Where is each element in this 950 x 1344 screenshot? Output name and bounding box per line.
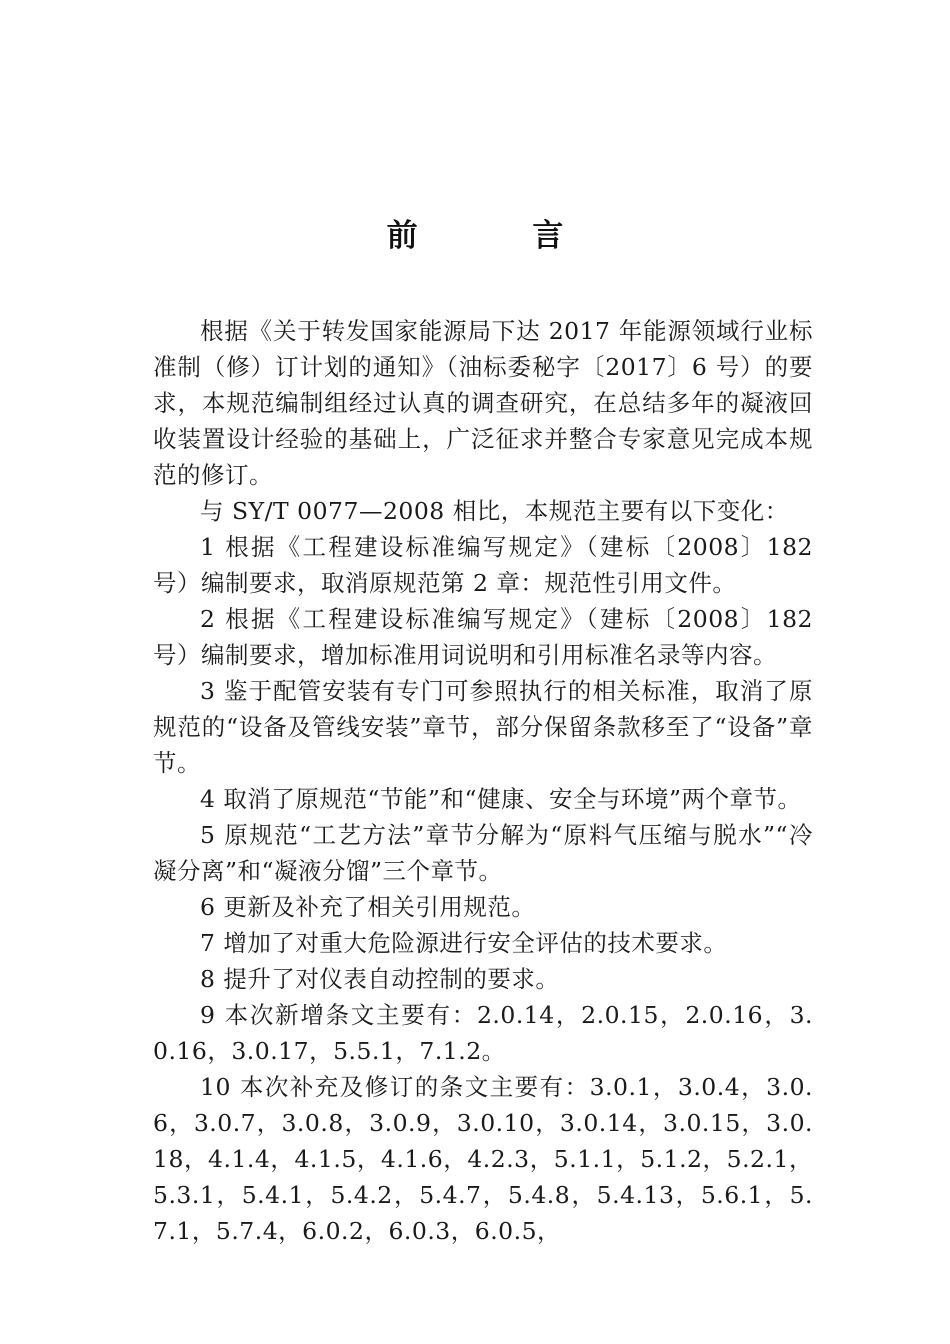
change-item-3: 3 鉴于配管安装有专门可参照执行的相关标准，取消了原规范的“设备及管线安装”章节，部分保留条款移至了“设备”章节。 [153, 677, 813, 777]
change-item-10: 10 本次补充及修订的条文主要有：3.0.1，3.0.4，3.0.6，3.0.7，3.0.8，3.0.9，3.0.10，3.0.14，3.0.15，3.0.18，4.1.4，4.1.5，4.1.6，4.2.3，5.1.1，5.1.2，5.2.1，5.3.1，5.4.1，5.4.2，5.4.7，5.4.8，5.4.13，5.6.1，5.7.1，5.7.4，6.0.2，6.0.3，6.0.5， [153, 1073, 813, 1245]
body-text [153, 313, 813, 1249]
change-item-4: 4 取消了原规范“节能”和“健康、安全与环境”两个章节。 [200, 785, 802, 813]
change-item-5: 5 原规范“工艺方法”章节分解为“原料气压缩与脱水”“冷凝分离”和“凝液分馏”三个章节。 [153, 821, 813, 885]
page-title: 前 言 [386, 218, 616, 254]
change-item-8: 8 提升了对仪表自动控制的要求。 [200, 965, 560, 993]
paragraph-changes-lead: 与 SY/T 0077—2008 相比，本规范主要有以下变化： [200, 497, 789, 525]
change-item-9: 9 本次新增条文主要有：2.0.14，2.0.15，2.0.16，3.0.16，3.0.17，5.5.1，7.1.2。 [153, 1001, 813, 1065]
change-item-6: 6 更新及补充了相关引用规范。 [200, 893, 536, 921]
change-item-7: 7 增加了对重大危险源进行安全评估的技术要求。 [200, 929, 728, 957]
change-item-2: 2 根据《工程建设标准编写规定》（建标〔2008〕182 号）编制要求，增加标准用词说明和引用标准名录等内容。 [153, 605, 813, 669]
paragraph-intro: 根据《关于转发国家能源局下达 2017 年能源领域行业标准制（修）订计划的通知》（油标委秘字〔2017〕6 号）的要求，本规范编制组经过认真的调查研究，在总结多年的凝液回收装置设计经验的基础上，广泛征求并整合专家意见完成本规范的修订。 [153, 317, 813, 489]
change-item-1: 1 根据《工程建设标准编写规定》（建标〔2008〕182 号）编制要求，取消原规范第 2 章：规范性引用文件。 [153, 533, 813, 597]
